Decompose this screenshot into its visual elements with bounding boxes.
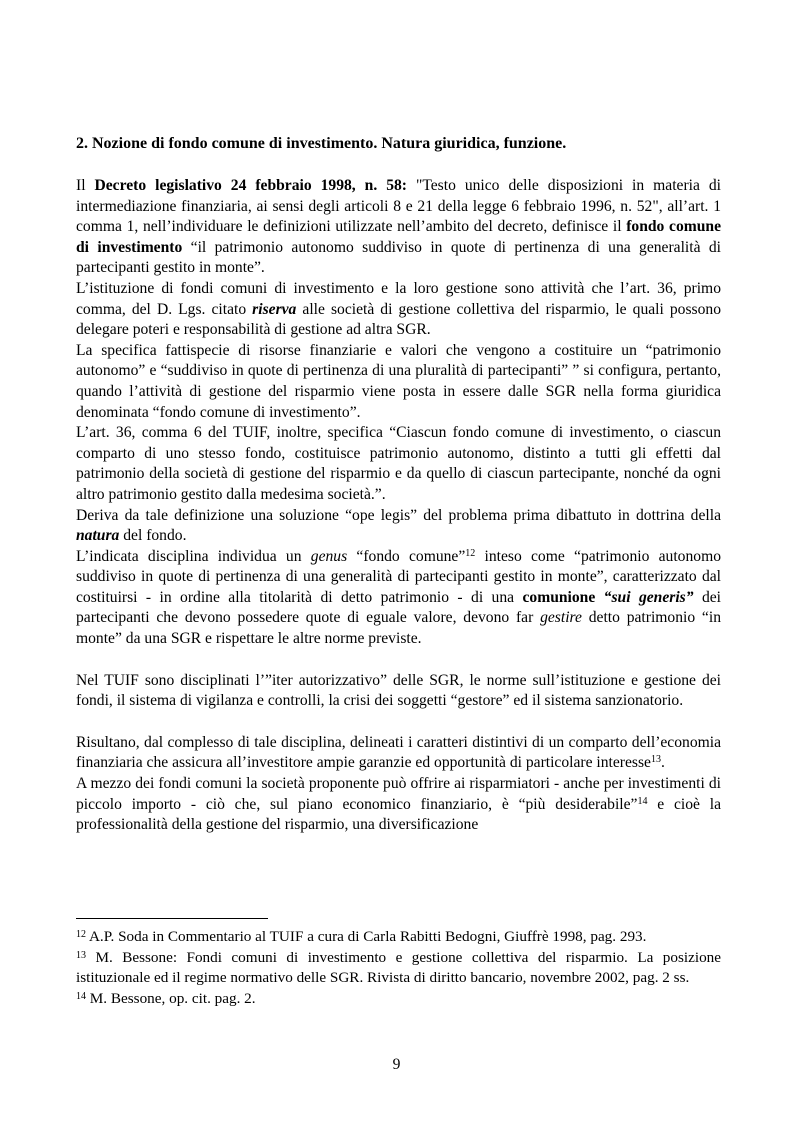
footnote-text: A.P. Soda in Commentario al TUIF a cura di Carla Rabitti Bedogni, Giuffrè 1998, pag. 293. [86, 928, 647, 945]
paragraph-decreto [76, 176, 721, 279]
bold-italic-text: riserva [252, 300, 297, 318]
footnote-text: M. Bessone, op. cit. pag. 2. [86, 989, 256, 1007]
bold-text: Decreto legislativo 24 febbraio 1998, n. 58: [94, 177, 407, 194]
paragraph-fondi-comuni [76, 774, 721, 836]
text-run: "Testo unico delle disposizioni in materia di intermediazione finanziaria, ai sensi degli articoli 8 e 21 della legge 6 febbraio 1996, n. 52", all’art. 1 comma 1, nell’individuare le definizioni utilizzate nell’ambito del decreto, definisce il [76, 177, 721, 236]
footnote-text: M. Bessone: Fondi comuni di investimento e gestione collettiva del risparmio. La posizione istituzionale ed il regime normativo delle SGR. Rivista di diritto bancario, novembre 2002, pag. 2 ss. [76, 948, 721, 987]
footnote-ref: 14 [637, 795, 648, 807]
text-run: dei partecipanti che devono possedere quote di eguale valore, devono far [76, 588, 722, 627]
paragraph-art36: L’art. 36, comma 6 del TUIF, inoltre, specifica “Ciascun fondo comune di investimento, o ciascun comparto di uno stesso fondo, costituisce patrimonio autonomo, distinto a tutti gli effetti dal patrimonio della società di gestione del risparmio e da quello di ciascun partecipante, nonché da ogni altro patrimonio gestito dalla medesima società.”. [76, 424, 721, 503]
footnote-14 [76, 989, 721, 1010]
footnotes [76, 927, 721, 1009]
footnote-number: 13 [76, 949, 86, 961]
text-run: . [660, 754, 665, 772]
footnote-12 [76, 927, 721, 948]
text-run: e cioè la professionalità della gestione del risparmio, una diversificazione [76, 795, 722, 834]
paragraph-fattispecie: La specifica fattispecie di risorse finanziarie e valori che vengono a costituire un “patrimonio autonomo” e “suddiviso in quote di pertinenza di una pluralità di partecipanti” ” si configura, pertanto, quando l’attività di gestione del risparmio viene posta in essere dalle SGR nella forma giuridica denominata “fondo comune di investimento”. [76, 341, 721, 421]
italic-text: gestire [540, 609, 582, 627]
footnote-number: 12 [76, 929, 86, 940]
footnote-13 [76, 948, 721, 989]
bold-italic-text: “sui generis” [595, 588, 694, 606]
bold-italic-text: natura [76, 527, 120, 545]
text-run: Il [76, 177, 95, 194]
page-number: 9 [392, 1056, 401, 1073]
paragraph-risultano [76, 733, 721, 774]
text-run: detto patrimonio “in monte” da una SGR e rispettare le altre norme previste. [76, 609, 721, 648]
text-run: L’indicata disciplina individua un [76, 547, 311, 565]
text-run: L’istituzione di fondi comuni di investimento e la loro gestione sono attività che l’art. 36, primo comma, del D. Lgs. citato [76, 279, 721, 318]
text-run: “il patrimonio autonomo suddiviso in quote di pertinenza di una generalità di partecipanti gestito in monte”. [76, 238, 722, 277]
text-run: Risultano, dal complesso di tale disciplina, delineati i caratteri distintivi di un comparto dell’economia finanziaria che assicura all’investitore ampie garanzie ed opportunità di particolare interesse [76, 733, 721, 772]
text-run: del fondo. [119, 527, 187, 545]
footnote-ref: 13 [650, 754, 661, 766]
footnote-number: 14 [76, 990, 86, 1002]
italic-text: genus [310, 547, 348, 565]
text-run: Deriva da tale definizione una soluzione “ope legis” del problema prima dibattuto in dottrina della [76, 506, 721, 524]
paragraph-genus [76, 547, 721, 650]
document-body [76, 133, 721, 836]
bold-text: comunione [522, 588, 596, 606]
footnote-separator [76, 918, 268, 919]
bold-text: fondo comune di investimento [76, 218, 721, 256]
section-heading: 2. Nozione di fondo comune di investimento. Natura giuridica, funzione. [76, 135, 567, 152]
footnote-ref: 12 [465, 547, 476, 559]
text-run: “fondo comune” [347, 547, 466, 565]
paragraph-tuif: Nel TUIF sono disciplinati l’”iter autorizzativo” delle SGR, le norme sull’istituzione e gestione dei fondi, il sistema di vigilanza e controlli, la crisi dei soggetti “gestore” ed il sistema sanzionatorio. [76, 671, 721, 710]
paragraph-istituzione [76, 279, 721, 341]
text-run: inteso come “patrimonio autonomo suddiviso in quote di pertinenza di una generalità di partecipanti gestito in monte”, caratterizzato dal costituirsi - in ordine alla titolarità di detto patrimonio - di una [76, 547, 721, 606]
text-run: A mezzo dei fondi comuni la società proponente può offrire ai risparmiatori - anche per investimenti di piccolo importo - ciò che, sul piano economico finanziario, è “più desiderabile” [76, 775, 721, 813]
paragraph-ope-legis [76, 506, 721, 547]
text-run: alle società di gestione collettiva del risparmio, le quali possono delegare poteri e responsabilità di gestione ad altra SGR. [76, 300, 721, 339]
